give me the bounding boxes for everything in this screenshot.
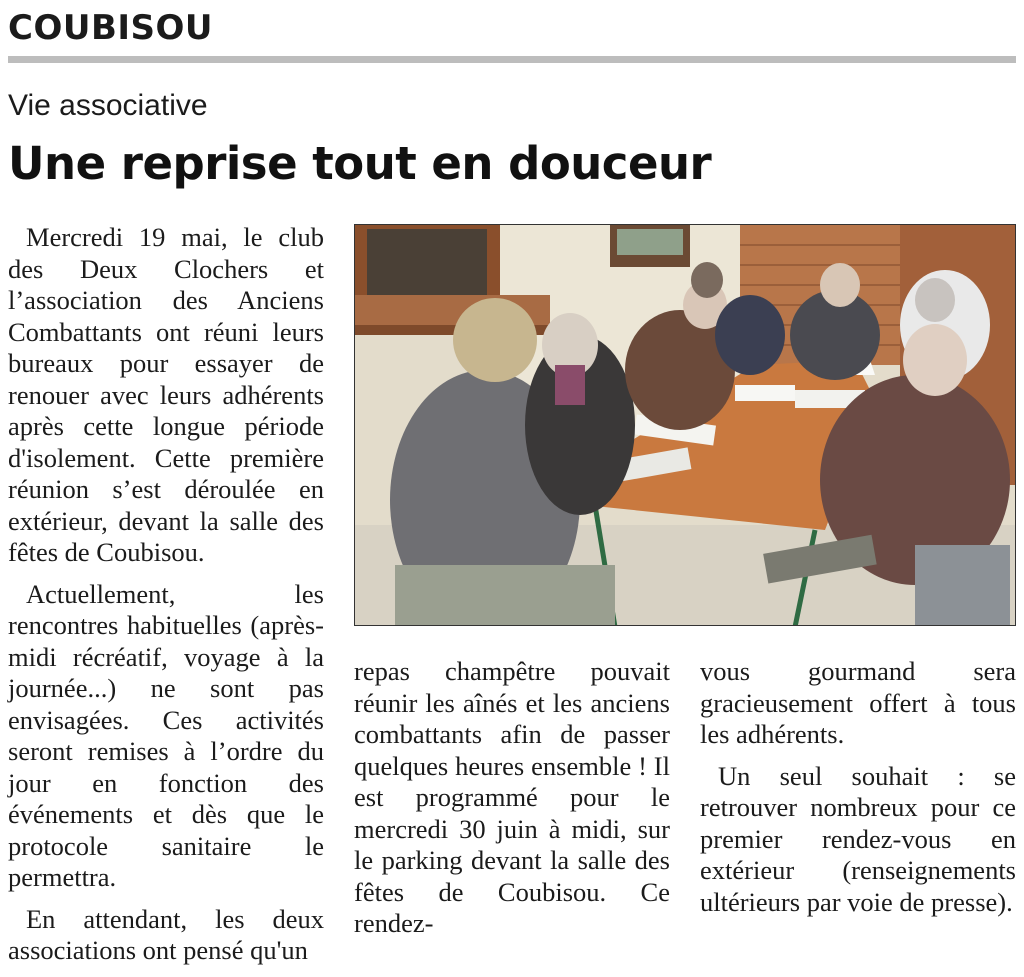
section-title: COUBISOU <box>8 8 214 48</box>
paragraph-1: Mercredi 19 mai, le club des Deux Clochers et l’association des Anciens Combattants ont réuni leurs bureaux pour essayer de renouer avec leurs adhérents après cette longue période d'isolement. Cette première réunion s’est déroulée en extérieur, devant la salle des fêtes de Coubisou. <box>8 222 324 567</box>
article-headline: Une reprise tout en douceur <box>8 137 712 190</box>
section-rule <box>8 56 1016 63</box>
paragraph-6: Un seul souhait : se retrouver nombreux pour ce premier rendez-vous en extérieur (renseignements ultérieurs par voie de presse). <box>700 760 1016 917</box>
paragraph-3: En attendant, les deux associations ont pensé qu'un <box>8 903 324 965</box>
article-kicker: Vie associative <box>8 89 208 122</box>
article-photo <box>354 224 1016 626</box>
text-column-1 <box>8 222 324 977</box>
text-column-2 <box>354 656 670 950</box>
paragraph-2: Actuellement, les rencontres habituelles (après-midi récréatif, voyage à la journée...) ne sont pas envisagées. Ces activités seront remises à l’ordre du jour en fonction des événements et dès que le protocole sanitaire le permettra. <box>8 578 324 892</box>
paragraph-4: repas champêtre pouvait réunir les aînés et les anciens combattants afin de passer quelques heures ensemble ! Il est programmé pour le mercredi 30 juin à midi, sur le parking devant la salle des fêtes de Coubisou. Ce rendez- <box>354 656 670 938</box>
paragraph-5: vous gourmand sera gracieusement offert à tous les adhérents. <box>700 656 1016 749</box>
text-column-3 <box>700 656 1016 928</box>
